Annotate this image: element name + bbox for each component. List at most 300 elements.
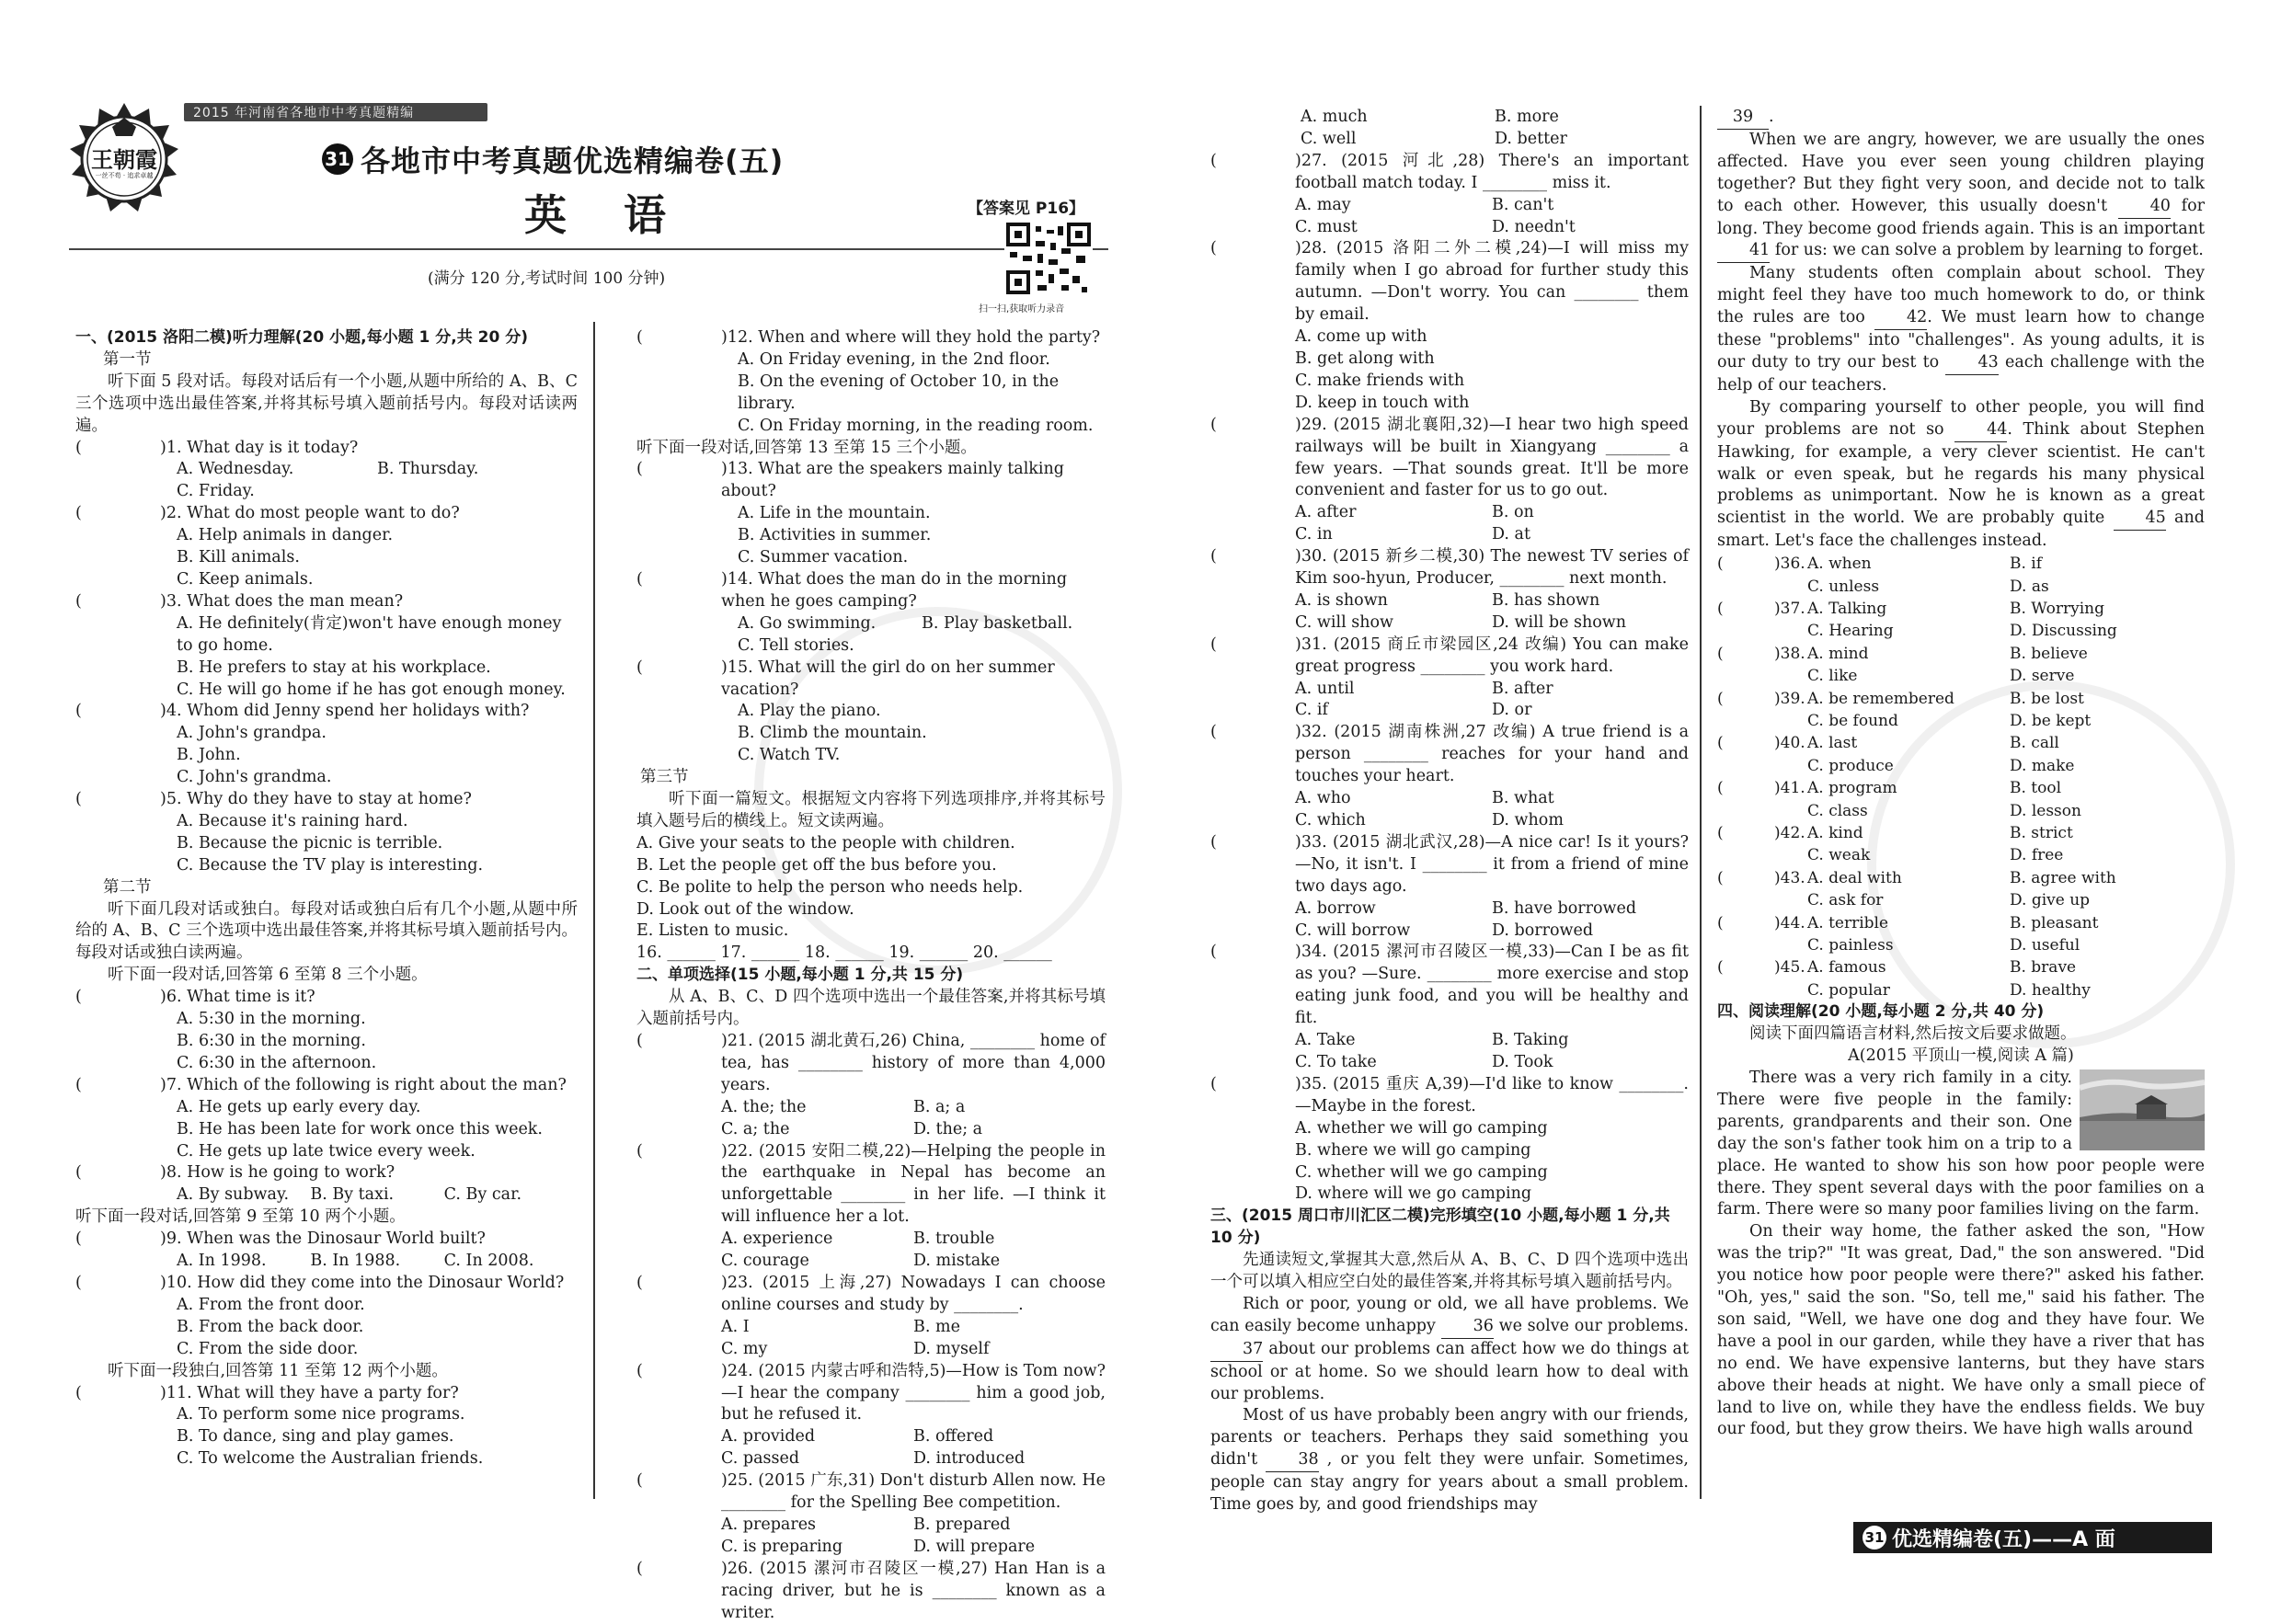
part-3-instructions: 听下面一篇短文。根据短文内容将下列选项排序,并将其标号填入题号后的横线上。短文读两遍。	[636, 790, 1106, 830]
answer-bracket[interactable]: (	[75, 1273, 113, 1292]
option-b[interactable]: B. call	[2010, 734, 2059, 753]
option-a[interactable]: A. terrible	[1807, 913, 1889, 932]
question-21	[636, 1031, 1106, 1141]
question-24	[636, 1361, 1106, 1471]
option-a[interactable]: A. come up with	[1295, 327, 1427, 347]
reading-a-picture	[2080, 1069, 2205, 1150]
qr-caption: 扫一扫,获取听力录音	[979, 304, 1065, 315]
option-a[interactable]: A. Play the piano.	[738, 702, 881, 721]
listening-note: 听下面一段独白,回答第 11 至第 12 两个小题。	[108, 1361, 448, 1380]
option-c[interactable]: C. passed	[721, 1449, 800, 1469]
question-13	[636, 459, 1106, 569]
question-34	[1210, 942, 1689, 1073]
question-26-options	[1210, 107, 1689, 151]
option-b[interactable]: B. prepared	[913, 1515, 1011, 1534]
option-d[interactable]: D. give up	[2010, 891, 2091, 910]
option-a[interactable]: A. may	[1295, 195, 1351, 214]
subject-underline	[69, 248, 1108, 250]
option-b[interactable]: B. Because the picnic is terrible.	[177, 833, 443, 852]
answer-bracket[interactable]: (	[1717, 599, 1744, 618]
question-25	[636, 1470, 1106, 1559]
option-d[interactable]: D. the; a	[913, 1119, 983, 1138]
cloze-text: we solve our problems.	[1498, 1316, 1689, 1335]
answer-bracket[interactable]: (	[75, 988, 113, 1007]
answer-bracket[interactable]: (	[75, 1229, 113, 1249]
option-a[interactable]: A. From the front door.	[177, 1295, 365, 1314]
answer-bracket[interactable]: (	[636, 328, 674, 347]
option-b[interactable]: B. be lost	[2010, 689, 2084, 708]
question-23	[636, 1273, 1106, 1361]
option-b[interactable]: B. Play basketball.	[922, 613, 1073, 633]
option-b[interactable]: B. Thursday.	[377, 460, 479, 479]
ordering-option: C. Be polite to help the person who needs help.	[636, 877, 1024, 897]
cloze-text: for us: we can solve a problem by learning to forget.	[1774, 241, 2204, 260]
option-c[interactable]: C. weak	[1807, 846, 1871, 865]
question-2	[75, 503, 578, 591]
paper-title-row	[322, 138, 784, 180]
option-c[interactable]: C. He will go home if he has got enough money.	[177, 680, 566, 699]
option-b[interactable]: B. strict	[2010, 824, 2073, 842]
part-1-title: 第一节	[103, 349, 152, 369]
question-stem: )14. What does the man do in the morning when he goes camping?	[721, 569, 1068, 611]
cloze-text: . We must learn how to change these "problems" into "challenges". As young adults, it is our duty to try our best to	[1717, 308, 2205, 372]
question-stem: )35. (2015 重庆 A,39)—I'd like to know ________. —Maybe in the forest.	[1295, 1074, 1689, 1115]
option-b[interactable]: B. Activities in summer.	[738, 526, 932, 545]
option-c[interactable]: C. my	[721, 1339, 768, 1358]
option-d[interactable]: D. Discussing	[2010, 622, 2117, 641]
option-a[interactable]: A. until	[1295, 679, 1355, 698]
answer-bracket[interactable]: (	[1210, 415, 1248, 434]
reading-a-paragraph-2: On their way home, the father asked the son, "How was the trip?" "It was great, Dad," the son answered. "Did you notice how poor people were there?" asked his father. "Oh, yes," said the son. "So, tell me," said his father. The son said, "Well, we have one dog and they have four. We have a pool in our garden, while they have a river that has no end. We have expensive lanterns, but they have stars above their heads at night. We have only a small piece of land to live on, while they have the endless fields. We buy our food, but they grow theirs. We have high walls around	[1717, 1222, 2205, 1439]
answer-bracket[interactable]: (	[1210, 547, 1248, 566]
ordering-blanks[interactable]: 16. ______ 17. ______ 18. ______ 19. ______ 20. ______	[636, 944, 1052, 963]
answer-bracket[interactable]: (	[636, 658, 674, 677]
question-stem: )5. Why do they have to stay at home?	[160, 790, 472, 809]
question-number: )41.	[1774, 779, 1805, 798]
option-b[interactable]: B. trouble	[913, 1229, 995, 1249]
ordering-option: B. Let the people get off the bus before you.	[636, 855, 997, 875]
option-b[interactable]: B. offered	[913, 1427, 994, 1447]
question-number: )43.	[1774, 868, 1805, 887]
question-14	[636, 569, 1106, 658]
option-b[interactable]: B. can't	[1492, 195, 1554, 214]
ordering-option: E. Listen to music.	[636, 921, 789, 941]
answer-bracket[interactable]: (	[1717, 913, 1744, 932]
question-stem: )7. Which of the following is right about the man?	[160, 1075, 567, 1094]
question-22	[636, 1141, 1106, 1273]
option-d[interactable]: D. as	[2010, 577, 2049, 596]
question-number: )42.	[1774, 824, 1805, 842]
option-b[interactable]: B. more	[1495, 108, 1559, 126]
option-b[interactable]: B. From the back door.	[177, 1317, 364, 1336]
option-d[interactable]: D. mistake	[913, 1252, 1001, 1271]
option-c[interactable]: C. make friends with	[1295, 371, 1465, 390]
option-d[interactable]: D. borrowed	[1492, 921, 1594, 940]
question-number: )36.	[1774, 555, 1805, 574]
section-4-instructions: 阅读下面四篇语言材料,然后按文后要求做题。	[1749, 1024, 2077, 1044]
cloze-blank[interactable]: 45	[2114, 508, 2166, 531]
question-stem: )15. What will the girl do on her summer vacation?	[721, 658, 1055, 699]
footer-label: 优选精编卷(五)——A 面	[1892, 1527, 2115, 1551]
option-b[interactable]: B. Kill animals.	[177, 548, 300, 567]
option-a[interactable]: A. In 1998.	[177, 1252, 267, 1271]
question-31	[1210, 635, 1689, 723]
cloze-blank[interactable]: 43	[1945, 352, 1998, 375]
option-b[interactable]: B. tool	[2010, 779, 2062, 798]
option-d[interactable]: D. at	[1492, 525, 1530, 544]
option-a[interactable]: A. be remembered	[1807, 689, 1954, 708]
question-42	[1717, 822, 2205, 844]
option-a[interactable]: A. mind	[1807, 644, 1869, 663]
option-d[interactable]: D. myself	[913, 1339, 990, 1358]
option-b[interactable]: B. what	[1492, 789, 1554, 808]
option-a[interactable]: A. program	[1807, 779, 1897, 798]
answer-bracket[interactable]: (	[636, 1471, 674, 1491]
option-a[interactable]: A. I	[721, 1317, 750, 1336]
option-d[interactable]: D. needn't	[1492, 217, 1576, 236]
answer-bracket[interactable]: (	[1210, 723, 1248, 742]
option-a[interactable]: A. much	[1301, 108, 1368, 126]
option-c[interactable]: C. To welcome the Australian friends.	[177, 1449, 484, 1469]
option-b[interactable]: B. on	[1492, 503, 1534, 522]
option-c[interactable]: C. painless	[1807, 936, 1894, 955]
option-c[interactable]: C. Summer vacation.	[738, 548, 909, 567]
option-b[interactable]: B. where we will go camping	[1295, 1140, 1531, 1160]
option-d[interactable]: D. introduced	[913, 1449, 1026, 1469]
option-a[interactable]: A. 5:30 in the morning.	[177, 1010, 366, 1029]
option-a[interactable]: A. Wednesday.	[177, 460, 294, 479]
qr-code-icon	[1004, 221, 1093, 296]
question-stem: )31. (2015 商丘市梁园区,24 改编) You can make great progress ________ you work hard.	[1295, 635, 1689, 676]
option-b[interactable]: B. On the evening of October 10, in the library.	[738, 372, 1060, 413]
column-divider	[593, 322, 595, 1499]
option-a[interactable]: A. He definitely(肯定)won't have enough money to go home.	[177, 613, 562, 655]
question-36	[1717, 553, 2205, 575]
option-a[interactable]: A. Go swimming.	[738, 613, 877, 633]
question-stem: )32. (2015 湖南株洲,27 改编) A true friend is a person ________ reaches for your hand and touches your heart.	[1295, 723, 1689, 786]
answer-bracket[interactable]: (	[636, 460, 674, 479]
cloze-paragraph-3	[1717, 130, 2205, 263]
option-a[interactable]: A. experience	[721, 1229, 833, 1249]
question-39	[1717, 688, 2205, 710]
answer-bracket[interactable]: (	[1717, 958, 1744, 978]
option-a[interactable]: A. On Friday evening, in the 2nd floor.	[738, 349, 1050, 369]
option-b[interactable]: B. Climb the mountain.	[738, 724, 927, 743]
answer-bracket[interactable]: (	[636, 569, 674, 589]
option-a[interactable]: A. Help animals in danger.	[177, 526, 394, 545]
option-b[interactable]: B. brave	[2010, 958, 2077, 978]
cloze-paragraph-2	[1210, 1405, 1689, 1516]
option-c[interactable]: C. Watch TV.	[738, 746, 841, 765]
option-d[interactable]: D. be kept	[2010, 711, 2092, 730]
column-3	[1210, 107, 1689, 1516]
option-d[interactable]: D. make	[2010, 756, 2075, 775]
part-2-title: 第二节	[103, 877, 152, 897]
option-b[interactable]: B. John.	[177, 746, 241, 765]
subject-title: 英 语	[524, 190, 673, 240]
option-d[interactable]: D. lesson	[2010, 801, 2081, 820]
answer-bracket[interactable]: (	[75, 438, 113, 457]
answer-bracket[interactable]: (	[1210, 635, 1248, 654]
cloze-blank[interactable]: 40	[2118, 196, 2171, 219]
cloze-options	[1717, 553, 2205, 1001]
option-b[interactable]: B. has shown	[1492, 590, 1600, 610]
option-c[interactable]: C. like	[1807, 667, 1858, 686]
option-d[interactable]: D. better	[1495, 129, 1567, 148]
question-stem: )1. What day is it today?	[160, 438, 359, 457]
option-d[interactable]: D. healthy	[2010, 980, 2091, 1000]
question-stem: )24. (2015 内蒙古呼和浩特,5)—How is Tom now? —I hear the company ________ him a good job, but he refused it.	[721, 1361, 1106, 1424]
question-12	[636, 327, 1106, 438]
option-d[interactable]: D. serve	[2010, 667, 2075, 686]
question-stem: )30. (2015 新乡二模,30) The newest TV series of Kim soo-hyun, Producer, ________ next month.	[1295, 547, 1689, 589]
cloze-blank[interactable]: 42	[1874, 307, 1927, 330]
option-b[interactable]: B. after	[1492, 679, 1553, 698]
paper-number-badge: 31	[322, 143, 353, 175]
option-c[interactable]: C. From the side door.	[177, 1339, 359, 1358]
question-stem: )6. What time is it?	[160, 988, 315, 1007]
option-a[interactable]: A. John's grandpa.	[177, 724, 327, 743]
cloze-text: When we are angry, however, we are usually the ones affected. Have you ever seen young children playing together? But they fight very soon, and decide not to talk to each other. However, this usually doesn't	[1717, 130, 2205, 215]
paper-title: 各地市中考真题优选精编卷(五)	[361, 143, 785, 178]
cloze-blank[interactable]: 41	[1717, 240, 1770, 263]
option-a[interactable]: A. is shown	[1295, 590, 1388, 610]
question-44	[1717, 912, 2205, 934]
option-c[interactable]: C. produce	[1807, 756, 1894, 775]
answer-bracket[interactable]: (	[636, 1141, 674, 1161]
option-b[interactable]: B. agree with	[2010, 868, 2116, 887]
option-a[interactable]: A. who	[1295, 789, 1351, 808]
option-a[interactable]: A. the; the	[721, 1097, 807, 1116]
answer-bracket[interactable]: (	[1717, 824, 1744, 842]
option-c[interactable]: C. courage	[721, 1252, 809, 1271]
question-43	[1717, 867, 2205, 889]
question-8	[75, 1162, 578, 1207]
cloze-blank[interactable]: 36	[1441, 1316, 1494, 1339]
publisher-logo	[64, 99, 184, 219]
option-a[interactable]: A. To perform some nice programs.	[177, 1405, 465, 1424]
option-c[interactable]: C. He gets up late twice every week.	[177, 1141, 476, 1161]
option-c[interactable]: C. if	[1295, 701, 1328, 720]
option-a[interactable]: A. borrow	[1295, 898, 1376, 918]
question-stem: )26. (2015 漯河市召陵区一模,27) Han Han is a racing driver, but he is ________ known as a writer.	[721, 1559, 1106, 1622]
answer-bracket[interactable]: (	[1717, 644, 1744, 663]
question-number: )45.	[1774, 958, 1805, 978]
question-stem: )22. (2015 安阳二模,22)—Helping the people in the earthquake in Nepal has become an unforgettable ________ in her life. —I think it will influence her a lot.	[721, 1141, 1106, 1227]
option-d[interactable]: D. will prepare	[913, 1537, 1036, 1556]
option-c[interactable]: C. On Friday morning, in the reading room.	[738, 416, 1094, 435]
option-c[interactable]: C. To take	[1295, 1052, 1377, 1071]
option-c[interactable]: C. is preparing	[721, 1537, 843, 1556]
option-a[interactable]: A. when	[1807, 555, 1872, 574]
cloze-text: . Think about Stephen Hawking, for example, a very clever scientist. He can't walk or even speak, but he regards his many physical problems as unimportant. Now he is known as a great scientist in the world. We are probably quite	[1717, 419, 2205, 528]
option-a[interactable]: A. last	[1807, 734, 1858, 753]
option-a[interactable]: A. provided	[721, 1427, 816, 1447]
option-a[interactable]: A. prepares	[721, 1515, 817, 1534]
option-b[interactable]: B. To dance, sing and play games.	[177, 1427, 454, 1447]
part-3-title: 第三节	[640, 768, 689, 787]
answer-bracket[interactable]: (	[636, 1273, 674, 1292]
answer-bracket[interactable]: (	[1717, 868, 1744, 887]
question-stem: )25. (2015 广东,31) Don't disturb Allen now. He ________ for the Spelling Bee competition.	[721, 1471, 1106, 1513]
footer-bar	[1853, 1522, 2212, 1553]
answer-bracket[interactable]: (	[1210, 1074, 1248, 1093]
option-b[interactable]: B. have borrowed	[1492, 898, 1637, 918]
question-stem: )9. When was the Dinosaur World built?	[160, 1229, 486, 1249]
option-a[interactable]: A. deal with	[1807, 868, 1902, 887]
option-c[interactable]: C. Keep animals.	[177, 569, 314, 589]
option-a[interactable]: A. Talking	[1807, 599, 1887, 618]
option-b[interactable]: B. He prefers to stay at his workplace.	[177, 658, 491, 677]
option-a[interactable]: A. whether we will go camping	[1295, 1118, 1548, 1138]
answer-bracket[interactable]: (	[636, 1361, 674, 1380]
option-b[interactable]: B. a; a	[913, 1097, 966, 1116]
option-b[interactable]: B. get along with	[1295, 349, 1435, 368]
option-b[interactable]: B. In 1988.	[310, 1252, 401, 1271]
option-a[interactable]: A. famous	[1807, 958, 1886, 978]
question-stem: )21. (2015 湖北黄石,26) China, ________ home of tea, has ________ history of more than 4,000 years.	[721, 1032, 1106, 1094]
option-d[interactable]: D. useful	[2010, 936, 2080, 955]
farmhouse-landscape-icon	[2080, 1069, 2205, 1150]
option-d[interactable]: D. free	[2010, 846, 2064, 865]
option-b[interactable]: B. Taking	[1492, 1031, 1569, 1050]
option-b[interactable]: B. 6:30 in the morning.	[177, 1032, 366, 1050]
question-stem: )27. (2015 河北,28) There's an important football match today. I ________ miss it.	[1295, 151, 1689, 192]
answer-bracket[interactable]: (	[1210, 943, 1248, 962]
question-4	[75, 701, 578, 789]
answer-reference: 【答案见 P16】	[968, 200, 1085, 218]
option-c[interactable]: C. will borrow	[1295, 921, 1411, 940]
section-4-title: 四、阅读理解(20 小题,每小题 2 分,共 40 分)	[1717, 1002, 2045, 1022]
answer-bracket[interactable]: (	[75, 790, 113, 809]
cloze-text: Most of us have probably been angry with our friends, parents or teachers. Perhaps they said something you didn't	[1210, 1406, 1689, 1470]
option-c[interactable]: C. By car.	[443, 1185, 522, 1205]
answer-bracket[interactable]: (	[1717, 689, 1744, 708]
answer-bracket[interactable]: (	[75, 504, 113, 523]
answer-bracket[interactable]: (	[636, 1032, 674, 1050]
answer-bracket[interactable]: (	[75, 702, 113, 721]
answer-bracket[interactable]: (	[1717, 779, 1744, 798]
question-37	[1717, 598, 2205, 620]
question-stem: )12. When and where will they hold the party?	[721, 328, 1101, 347]
section-1-title: 一、(2015 洛阳二模)听力理解(20 小题,每小题 1 分,共 20 分)	[75, 328, 528, 347]
question-stem: )2. What do most people want to do?	[160, 504, 460, 523]
option-c[interactable]: C. in	[1295, 525, 1333, 544]
cloze-blank[interactable]: 38	[1266, 1449, 1318, 1472]
option-b[interactable]: B. me	[913, 1317, 960, 1336]
banner-text: 2015 年河南省各地市中考真题精编	[193, 106, 415, 120]
question-11	[75, 1383, 578, 1471]
answer-bracket[interactable]: (	[75, 1075, 113, 1094]
answer-bracket[interactable]: (	[75, 1163, 113, 1183]
column-4	[1717, 107, 2205, 1441]
option-b[interactable]: B. believe	[2010, 644, 2088, 663]
option-a[interactable]: A. Life in the mountain.	[738, 504, 931, 523]
option-c[interactable]: C. be found	[1807, 711, 1898, 730]
answer-bracket[interactable]: (	[1717, 555, 1744, 574]
option-a[interactable]: A. kind	[1807, 824, 1863, 842]
option-c[interactable]: C. must	[1295, 217, 1358, 236]
option-d[interactable]: D. or	[1492, 701, 1532, 720]
cloze-text: Rich or poor, young or old, we all have problems. We can easily become unhappy	[1210, 1294, 1689, 1335]
answer-bracket[interactable]: (	[75, 1383, 113, 1402]
answer-bracket[interactable]: (	[1210, 151, 1248, 170]
answer-bracket[interactable]: (	[75, 591, 113, 611]
option-c[interactable]: C. 6:30 in the afternoon.	[177, 1053, 377, 1072]
column-2	[636, 327, 1106, 1624]
option-c[interactable]: C. unless	[1807, 577, 1880, 596]
answer-bracket[interactable]: (	[1210, 239, 1248, 258]
option-a[interactable]: A. Because it's raining hard.	[177, 811, 408, 830]
option-c[interactable]: C. John's grandma.	[177, 768, 332, 787]
option-c[interactable]: C. class	[1807, 801, 1868, 820]
option-c[interactable]: C. well	[1301, 129, 1357, 148]
question-41	[1717, 777, 2205, 799]
qr-code[interactable]	[1004, 221, 1093, 296]
option-a[interactable]: A. after	[1295, 503, 1357, 522]
option-c[interactable]: C. will show	[1295, 612, 1393, 632]
option-c[interactable]: C. Tell stories.	[738, 635, 854, 655]
option-c[interactable]: C. Hearing	[1807, 622, 1894, 641]
option-b[interactable]: B. Worrying	[2010, 599, 2104, 618]
cloze-paragraph-5	[1717, 397, 2205, 553]
option-c[interactable]: C. whether will we go camping	[1295, 1162, 1548, 1182]
reading-a-title: A(2015 平顶山一模,阅读 A 篇)	[1848, 1046, 2074, 1066]
question-number: )40.	[1774, 734, 1805, 753]
question-29	[1210, 415, 1689, 546]
option-c[interactable]: C. In 2008.	[443, 1252, 534, 1271]
cloze-paragraph-4	[1717, 263, 2205, 396]
option-c[interactable]: C. ask for	[1807, 891, 1884, 910]
answer-bracket[interactable]: (	[1717, 734, 1744, 753]
option-d[interactable]: D. Took	[1492, 1052, 1553, 1071]
question-10	[75, 1273, 578, 1361]
question-stem: )4. Whom did Jenny spend her holidays with?	[160, 702, 530, 721]
answer-bracket[interactable]: (	[1210, 832, 1248, 852]
option-d[interactable]: D. will be shown	[1492, 612, 1627, 632]
question-6	[75, 987, 578, 1075]
option-c[interactable]: C. Friday.	[177, 482, 255, 501]
option-d[interactable]: D. where will we go camping	[1295, 1184, 1532, 1204]
option-b[interactable]: B. By taxi.	[310, 1185, 395, 1205]
cloze-blank[interactable]: 39	[1717, 107, 1769, 130]
option-b[interactable]: B. if	[2010, 555, 2043, 574]
option-a[interactable]: A. By subway.	[177, 1185, 290, 1205]
cloze-text: for long. They become good friends again. This is an important	[1717, 196, 2205, 238]
cloze-blank[interactable]: 44	[1954, 419, 2007, 442]
option-c[interactable]: C. Because the TV play is interesting.	[177, 855, 484, 875]
option-b[interactable]: B. He has been late for work once this week.	[177, 1119, 543, 1138]
option-c[interactable]: C. a; the	[721, 1119, 790, 1138]
question-stem: )28. (2015 洛阳二外二模,24)—I will miss my family when I go abroad for further study this autumn. —Don't worry. You can ________ them by email.	[1295, 239, 1689, 325]
question-stem: )3. What does the man mean?	[160, 591, 404, 611]
option-a[interactable]: A. Take	[1295, 1031, 1356, 1050]
option-d[interactable]: D. whom	[1492, 811, 1564, 829]
ordering-option: A. Give your seats to the people with children.	[636, 833, 1015, 852]
option-c[interactable]: C. popular	[1807, 980, 1890, 1000]
question-number: )39.	[1774, 689, 1805, 708]
cloze-paragraph-1	[1210, 1294, 1689, 1406]
answer-bracket[interactable]: (	[636, 1559, 674, 1578]
option-b[interactable]: B. pleasant	[2010, 913, 2099, 932]
listening-note: 听下面一段对话,回答第 9 至第 10 两个小题。	[75, 1207, 406, 1227]
option-c[interactable]: C. which	[1295, 811, 1366, 829]
cloze-blank[interactable]: 37	[1210, 1339, 1263, 1362]
option-d[interactable]: D. keep in touch with	[1295, 393, 1470, 412]
option-a[interactable]: A. He gets up early every day.	[177, 1097, 421, 1116]
question-7	[75, 1075, 578, 1163]
cloze-text: By comparing yourself to other people, you will find your problems are not so	[1717, 397, 2205, 439]
